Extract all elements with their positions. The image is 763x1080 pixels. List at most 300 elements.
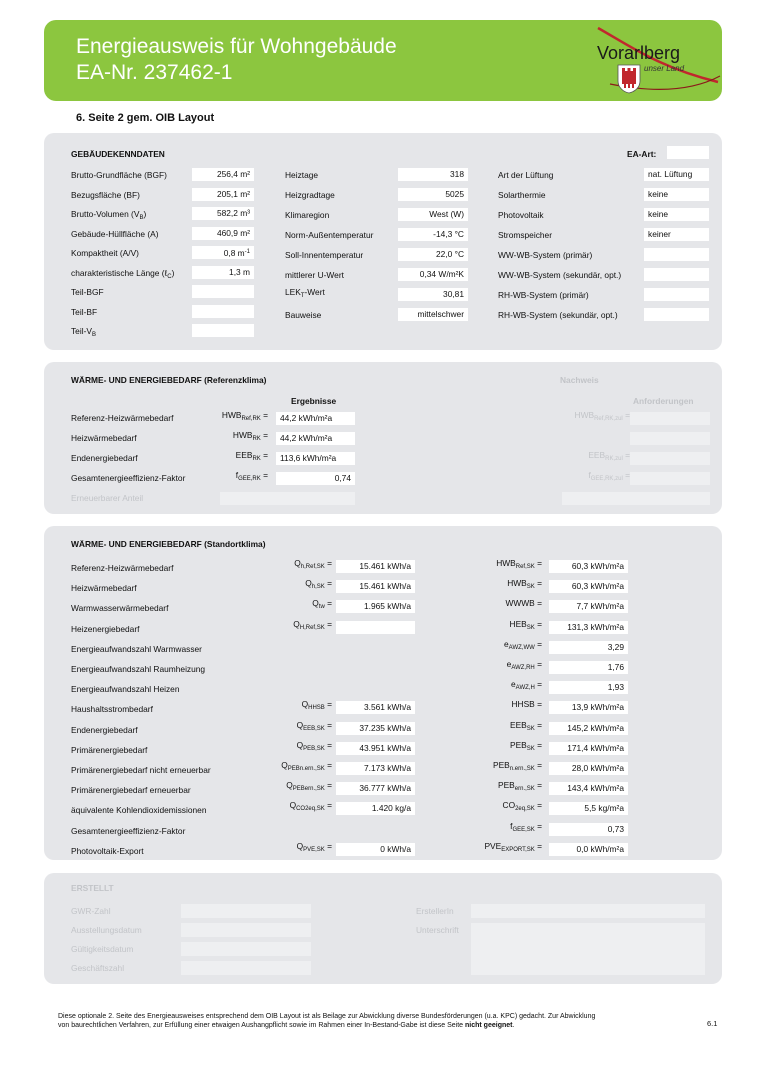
building-label-text: Kompaktheit (A/V) — [71, 248, 139, 258]
footer-line-end: . — [512, 1022, 515, 1029]
site-specific-symbol-sub: SK — [526, 725, 535, 732]
building-label — [71, 229, 159, 239]
site-label: Primärenergiebedarf — [71, 744, 148, 755]
building-value — [192, 266, 254, 279]
renewable-share-field — [220, 492, 355, 505]
ea-art-label: EA-Art: — [627, 149, 657, 159]
building-label-text: Teil-V — [71, 326, 92, 336]
requirement-value — [630, 452, 710, 465]
reference-climate-panel — [44, 362, 722, 514]
site-specific-symbol-sub: Ref,SK — [515, 564, 535, 570]
site-annual-symbol-sub: tw — [318, 604, 325, 611]
site-specific-symbol-equals: = — [534, 780, 542, 791]
site-label: Endenergiebedarf — [71, 724, 138, 735]
site-annual-symbol-equals: = — [324, 558, 332, 568]
site-specific-symbol-base: HWB — [507, 578, 527, 589]
building-label — [71, 209, 146, 221]
requirement-symbol — [588, 450, 630, 462]
climate-label-text: Heiztage — [285, 170, 319, 180]
requirement-symbol-equals: = — [622, 450, 630, 460]
climate-label-sub: T — [300, 293, 305, 299]
site-annual-symbol-sub: PEB,SK — [303, 745, 325, 752]
site-specific-symbol-sub: GEE,SK — [512, 826, 535, 833]
site-specific-symbol-base: PEB — [493, 760, 510, 770]
site-annual-symbol-base: Q — [305, 578, 312, 589]
site-annual-symbol-base: Q — [294, 558, 301, 568]
site-specific-value: 171,4 kWh/m²a — [549, 742, 628, 755]
climate-value: 5025 — [398, 188, 468, 201]
climate-value: 22,0 °C — [398, 248, 468, 261]
building-value-text: 256,4 m² — [216, 169, 250, 179]
climate-value: 318 — [398, 168, 468, 181]
document-number: EA-Nr. 237462-1 — [76, 61, 233, 84]
created-label: Gültigkeitsdatum — [71, 944, 134, 954]
creator-label: ErstellerIn — [416, 906, 454, 916]
system-value: keine — [644, 208, 709, 221]
site-annual-symbol-sub: PVE,SK — [303, 846, 325, 853]
site-specific-symbol — [496, 558, 542, 570]
site-specific-symbol-base: HWB — [496, 558, 516, 568]
requirement-value — [630, 412, 710, 425]
climate-label-text: LEK — [285, 287, 301, 297]
site-specific-symbol-sub: SK — [526, 624, 535, 631]
system-value — [644, 248, 709, 261]
site-annual-symbol-base: Q — [301, 699, 309, 710]
building-value — [192, 324, 254, 337]
climate-label-text: mittlerer U-Wert — [285, 270, 344, 280]
site-label: Warmwasserwärmebedarf — [71, 603, 169, 614]
reference-value: 44,2 kWh/m²a — [276, 412, 355, 425]
building-value-text: 0,8 m — [223, 248, 245, 258]
site-annual-symbol — [297, 720, 332, 732]
site-annual-symbol — [302, 699, 332, 711]
site-annual-symbol — [305, 578, 332, 590]
site-specific-symbol-sub: EXPORT,SK — [501, 846, 535, 853]
building-value-text: 460,9 m² — [216, 227, 250, 238]
site-specific-symbol — [510, 720, 542, 732]
reference-label: Gesamtenergieeffizienz-Faktor — [71, 473, 186, 483]
reference-label: Referenz-Heizwärmebedarf — [71, 413, 174, 423]
site-specific-value: 3,29 — [549, 641, 628, 654]
site-label: Haushaltsstrombedarf — [71, 704, 153, 715]
site-annual-symbol-sub: H,Ref,SK — [299, 624, 325, 631]
site-climate-heading: WÄRME- UND ENERGIEBEDARF (Standortklima) — [71, 539, 266, 549]
system-label: Art der Lüftung — [498, 170, 554, 180]
site-specific-symbol-base: HEB — [509, 618, 527, 629]
site-annual-symbol-equals: = — [324, 800, 332, 811]
site-specific-symbol-sub: AWZ,H — [515, 685, 535, 692]
site-specific-symbol-equals: = — [534, 558, 542, 568]
climate-value: West (W) — [398, 208, 468, 221]
site-label: Primärenergiebedarf erneuerbar — [71, 785, 191, 796]
requirement-symbol — [575, 410, 630, 422]
page-number: 6.1 — [707, 1019, 718, 1028]
renewable-share-requirement — [562, 492, 710, 505]
reference-symbol-equals: = — [260, 450, 268, 460]
building-value — [192, 188, 254, 201]
site-specific-symbol-sub: ern.,SK — [514, 786, 535, 793]
site-specific-symbol — [504, 639, 542, 651]
building-label — [71, 190, 140, 200]
building-label — [71, 307, 97, 317]
climate-label — [285, 230, 373, 240]
climate-label-text: Bauweise — [285, 310, 322, 320]
site-specific-symbol-equals: = — [534, 598, 542, 609]
site-annual-symbol-base: Q — [312, 598, 319, 609]
reference-symbol-base: f — [235, 470, 239, 480]
site-specific-symbol — [507, 578, 542, 590]
requirement-symbol-base: f — [588, 470, 591, 480]
building-data-panel — [44, 133, 722, 350]
site-annual-value: 7.173 kWh/a — [336, 762, 415, 775]
site-specific-symbol — [484, 841, 542, 853]
site-annual-symbol-sub: h,SK — [311, 584, 325, 591]
building-label-tail: ) — [171, 267, 175, 278]
site-annual-symbol-sub: h,Ref,SK — [300, 564, 325, 570]
site-specific-value: 7,7 kWh/m²a — [549, 600, 628, 613]
site-specific-symbol-sub: SK — [526, 584, 535, 591]
site-annual-symbol-base: Q — [286, 780, 293, 791]
site-specific-symbol — [512, 699, 543, 711]
site-annual-value: 43.951 kWh/a — [336, 742, 415, 755]
site-annual-symbol — [312, 598, 332, 610]
site-annual-symbol — [293, 619, 332, 631]
site-specific-value: 60,3 kWh/m²a — [549, 580, 628, 593]
site-specific-symbol — [493, 760, 542, 772]
site-specific-symbol — [505, 598, 542, 610]
created-label: GWR-Zahl — [71, 906, 111, 916]
site-specific-value: 145,2 kWh/m²a — [549, 722, 628, 735]
building-value — [192, 207, 254, 220]
reference-value: 113,6 kWh/m²a — [276, 452, 355, 465]
site-annual-symbol-base: Q — [296, 840, 304, 851]
site-annual-value: 1.965 kWh/a — [336, 600, 415, 613]
requirement-symbol — [588, 470, 630, 482]
site-annual-value: 0 kWh/a — [336, 843, 415, 856]
building-label-text: Gebäude-Hüllfläche (A) — [71, 228, 159, 239]
reference-symbol-base: HWB — [232, 430, 253, 440]
climate-label-text: Heizgradtage — [285, 190, 335, 200]
coat-of-arms-icon — [617, 64, 641, 94]
site-specific-symbol — [511, 679, 542, 691]
reference-climate-heading: WÄRME- UND ENERGIEBEDARF (Referenzklima) — [71, 375, 267, 385]
site-annual-symbol-equals: = — [324, 699, 332, 710]
system-label: RH-WB-System (primär) — [498, 290, 589, 300]
climate-label-text: Norm-Außentemperatur — [285, 230, 374, 240]
site-annual-symbol-base: Q — [296, 719, 304, 730]
site-annual-symbol-equals: = — [324, 739, 332, 750]
site-specific-symbol-equals: = — [534, 800, 542, 811]
reference-symbol — [236, 470, 268, 482]
site-label: Gesamtenergieeffizienz-Faktor — [71, 825, 186, 836]
site-annual-symbol-equals: = — [324, 760, 332, 770]
system-value: nat. Lüftung — [644, 168, 709, 181]
reference-symbol — [236, 450, 268, 462]
system-label: Solarthermie — [498, 190, 546, 200]
site-annual-symbol-sub: PEBern.,SK — [292, 786, 325, 793]
footer-note — [58, 1012, 668, 1030]
site-annual-symbol-base: Q — [296, 739, 304, 750]
system-value — [644, 268, 709, 281]
section-title: 6. Seite 2 gem. OIB Layout — [76, 112, 215, 124]
site-annual-symbol-base: Q — [281, 760, 288, 770]
reference-symbol-base: EEB — [235, 450, 253, 460]
building-label-text: charakteristische Länge (ℓ — [71, 267, 168, 278]
building-label-text: Brutto-Volumen (V — [71, 209, 140, 219]
site-specific-symbol-base: e — [511, 679, 516, 690]
requirement-symbol-base: EEB — [588, 450, 606, 460]
reference-label: Erneuerbarer Anteil — [71, 493, 144, 503]
building-label-tail: ) — [143, 209, 147, 219]
reference-value: 0,74 — [276, 472, 355, 485]
footer-bold-text: nicht geeignet — [465, 1022, 513, 1029]
building-label — [71, 287, 104, 297]
site-annual-symbol-sub: CO2eq,SK — [296, 806, 325, 813]
site-annual-value: 3.561 kWh/a — [336, 701, 415, 714]
site-specific-symbol-base: PVE — [484, 840, 502, 851]
logo-subtitle: unser Land — [644, 64, 685, 73]
system-value — [644, 288, 709, 301]
climate-label — [285, 310, 321, 320]
site-label: Heizwärmebedarf — [71, 583, 137, 594]
site-specific-symbol-base: f — [510, 820, 513, 831]
requirement-symbol-base: HWB — [574, 410, 595, 420]
logo-text: Vorarlberg — [597, 43, 681, 63]
site-specific-symbol-sub: AWZ,RH — [511, 665, 535, 671]
site-specific-symbol-sub: n.ern.,SK — [509, 766, 535, 772]
climate-value: mittelschwer — [398, 308, 468, 321]
system-value: keiner — [644, 228, 709, 241]
site-annual-symbol-sub: EEB,SK — [303, 725, 325, 732]
reference-symbol — [233, 430, 268, 442]
building-label-sub: C — [167, 273, 172, 280]
site-specific-symbol-equals: = — [534, 760, 542, 770]
site-specific-symbol-sub: 2eq,SK — [515, 806, 535, 813]
site-annual-symbol-equals: = — [324, 598, 332, 609]
requirement-symbol-equals: = — [622, 470, 630, 480]
site-specific-symbol-base: PEB — [498, 780, 515, 791]
site-specific-symbol-sub: AWZ,WW — [508, 644, 535, 651]
created-heading: ERSTELLT — [71, 883, 114, 893]
site-label: Energieaufwandszahl Raumheizung — [71, 664, 206, 674]
site-specific-symbol-base: EEB — [510, 719, 527, 730]
site-annual-symbol-base: Q — [293, 618, 300, 629]
reference-label: Heizwärmebedarf — [71, 433, 137, 443]
site-annual-symbol — [286, 780, 332, 792]
site-annual-symbol — [290, 800, 332, 812]
reference-symbol-equals: = — [260, 470, 268, 480]
building-label-sub: B — [91, 332, 96, 338]
site-annual-symbol-base: Q — [289, 800, 297, 811]
site-specific-symbol-equals: = — [534, 739, 542, 750]
site-annual-symbol — [281, 760, 332, 772]
building-value — [192, 227, 254, 240]
site-annual-value: 15.461 kWh/a — [336, 560, 415, 573]
site-climate-panel — [44, 526, 722, 860]
climate-value: -14,3 °C — [398, 228, 468, 241]
site-specific-symbol-base: e — [504, 638, 509, 649]
site-annual-value: 1.420 kg/a — [336, 802, 415, 815]
site-label: Primärenergiebedarf nicht erneuerbar — [71, 765, 211, 775]
created-field — [181, 942, 311, 956]
climate-label — [285, 210, 329, 220]
site-specific-symbol-equals: = — [534, 578, 542, 589]
proof-heading: Nachweis — [560, 375, 599, 385]
building-value — [192, 285, 254, 298]
requirement-value — [630, 472, 710, 485]
site-specific-symbol-equals: = — [534, 840, 542, 851]
building-value-text: 1,3 m — [229, 266, 250, 277]
reference-symbol-sub: GEE,RK — [238, 476, 261, 482]
site-label: äquivalente Kohlendioxidemissionen — [71, 805, 207, 816]
site-specific-symbol — [510, 619, 542, 631]
site-specific-value: 143,4 kWh/m²a — [549, 782, 628, 795]
site-specific-value: 13,9 kWh/m²a — [549, 701, 628, 714]
site-specific-symbol-base: CO — [502, 800, 516, 811]
reference-symbol-sub: RK — [252, 436, 261, 442]
climate-label-tail: -Wert — [304, 287, 325, 297]
building-label-text: Teil-BF — [71, 306, 98, 317]
site-specific-value: 1,76 — [549, 661, 628, 674]
site-label: Energieaufwandszahl Warmwasser — [71, 643, 202, 654]
system-label: Photovoltaik — [498, 210, 544, 220]
created-label: Geschäftszahl — [71, 963, 125, 973]
site-specific-symbol-equals: = — [534, 638, 542, 649]
site-annual-value: 36.777 kWh/a — [336, 782, 415, 795]
footer-line-2-text: von baurechtlichen Verfahren, zur Erfüllung einer etwaigen Aushangpflicht sowie im Rahmen einer In-Bestand-Gabe ist diese Seite — [58, 1022, 466, 1029]
requirement-symbol-equals: = — [622, 410, 630, 420]
footer-line-2 — [58, 1021, 668, 1030]
building-label-sub: B — [139, 215, 144, 221]
reference-value: 44,2 kWh/m²a — [276, 432, 355, 445]
reference-symbol-sub: Ref,RK — [241, 416, 261, 422]
site-specific-value: 5,5 kg/m²a — [549, 802, 628, 815]
site-specific-symbol-equals: = — [534, 659, 542, 669]
site-specific-symbol-base: WWWB — [505, 598, 535, 609]
site-label: Heizenergiebedarf — [71, 623, 140, 634]
requirement-symbol-sub: GEE,RK,zul — [590, 476, 623, 482]
building-value-sup: -1 — [244, 249, 250, 255]
reference-symbol-base: HWB — [221, 410, 242, 420]
site-annual-symbol — [297, 841, 332, 853]
climate-label-text: Klimaregion — [285, 210, 330, 220]
site-annual-symbol-equals: = — [324, 719, 332, 730]
site-specific-value: 1,93 — [549, 681, 628, 694]
climate-label-text: Soll-Innentemperatur — [285, 250, 364, 260]
building-value — [192, 305, 254, 318]
site-specific-symbol-equals: = — [534, 719, 542, 730]
signature-label: Unterschrift — [416, 925, 459, 935]
site-annual-symbol-equals: = — [324, 780, 332, 791]
climate-label — [285, 270, 344, 280]
created-field — [181, 961, 311, 975]
site-annual-symbol — [297, 740, 332, 752]
site-specific-symbol-base: PEB — [510, 739, 527, 750]
header-banner — [44, 20, 722, 101]
site-specific-symbol-equals: = — [534, 618, 542, 629]
site-specific-symbol — [510, 740, 542, 752]
reference-symbol — [222, 410, 268, 422]
created-field — [181, 904, 311, 918]
building-value — [192, 246, 254, 259]
site-specific-value: 0,0 kWh/m²a — [549, 843, 628, 856]
system-value: keine — [644, 188, 709, 201]
site-annual-value — [336, 621, 415, 634]
site-annual-symbol-equals: = — [324, 578, 332, 589]
signature-field — [471, 923, 705, 975]
site-annual-symbol-sub: PEBn.ern.,SK — [287, 766, 325, 772]
site-annual-symbol — [294, 558, 332, 570]
site-annual-symbol-equals: = — [324, 618, 332, 629]
site-specific-symbol — [503, 800, 542, 812]
ea-art-field — [667, 146, 709, 159]
site-annual-value: 37.235 kWh/a — [336, 722, 415, 735]
reference-symbol-sub: RK — [252, 456, 261, 462]
requirements-heading: Anforderungen — [633, 396, 694, 406]
building-data-heading: GEBÄUDEKENNDATEN — [71, 149, 165, 159]
site-specific-value: 28,0 kWh/m²a — [549, 762, 628, 775]
footer-line-1: Diese optionale 2. Seite des Energieausweises entsprechend dem OIB Layout ist als Beilage zur Abwicklung diverse Bundesförderungen (u.a. KPC) gedacht. Zur Abwicklung — [58, 1013, 596, 1020]
site-annual-symbol-sub: HHSB — [308, 705, 325, 712]
climate-value: 0,34 W/m²K — [398, 268, 468, 281]
site-specific-symbol-base: HHSB — [511, 699, 535, 710]
building-value-text: 582,2 m³ — [216, 208, 250, 218]
building-value-text: 205,1 m² — [216, 188, 250, 199]
climate-label — [285, 250, 363, 260]
climate-label — [285, 190, 335, 200]
system-label: RH-WB-System (sekundär, opt.) — [498, 310, 618, 320]
site-specific-symbol-equals: = — [534, 820, 542, 831]
creator-field — [471, 904, 705, 918]
site-specific-symbol — [510, 821, 542, 833]
system-value — [644, 308, 709, 321]
building-label-text: Teil-BGF — [71, 287, 104, 297]
climate-label — [285, 287, 325, 299]
site-specific-symbol-base: e — [506, 659, 512, 669]
site-specific-symbol-sub: SK — [526, 745, 535, 752]
requirement-symbol-sub: Ref,RK,zul — [594, 416, 623, 422]
site-specific-symbol — [498, 780, 542, 792]
requirement-symbol-sub: RK,zul — [605, 456, 623, 462]
reference-label: Endenergiebedarf — [71, 453, 138, 463]
created-field — [181, 923, 311, 937]
building-value — [192, 168, 254, 181]
building-label — [71, 170, 167, 180]
building-label-text: Brutto-Grundfläche (BGF) — [71, 170, 167, 180]
requirement-value — [630, 432, 710, 445]
site-label: Photovoltaik-Export — [71, 845, 144, 856]
climate-value: 30,81 — [398, 288, 468, 301]
building-label-text: Bezugsfläche (BF) — [71, 189, 140, 200]
site-specific-value: 0,73 — [549, 823, 628, 836]
created-panel — [44, 873, 722, 984]
climate-label — [285, 170, 318, 180]
reference-symbol-equals: = — [260, 410, 268, 420]
site-specific-symbol-equals: = — [534, 699, 542, 710]
results-heading: Ergebnisse — [291, 396, 337, 406]
building-label — [71, 326, 96, 338]
building-label — [71, 248, 139, 258]
document-title: Energieausweis für Wohngebäude — [76, 35, 397, 58]
site-annual-value: 15.461 kWh/a — [336, 580, 415, 593]
created-label: Ausstellungsdatum — [71, 925, 142, 935]
system-label: WW-WB-System (primär) — [498, 250, 593, 260]
site-specific-value: 131,3 kWh/m²a — [549, 621, 628, 634]
reference-symbol-equals: = — [260, 430, 268, 440]
system-label: Stromspeicher — [498, 230, 552, 240]
site-specific-value: 60,3 kWh/m²a — [549, 560, 628, 573]
building-label — [71, 268, 174, 280]
